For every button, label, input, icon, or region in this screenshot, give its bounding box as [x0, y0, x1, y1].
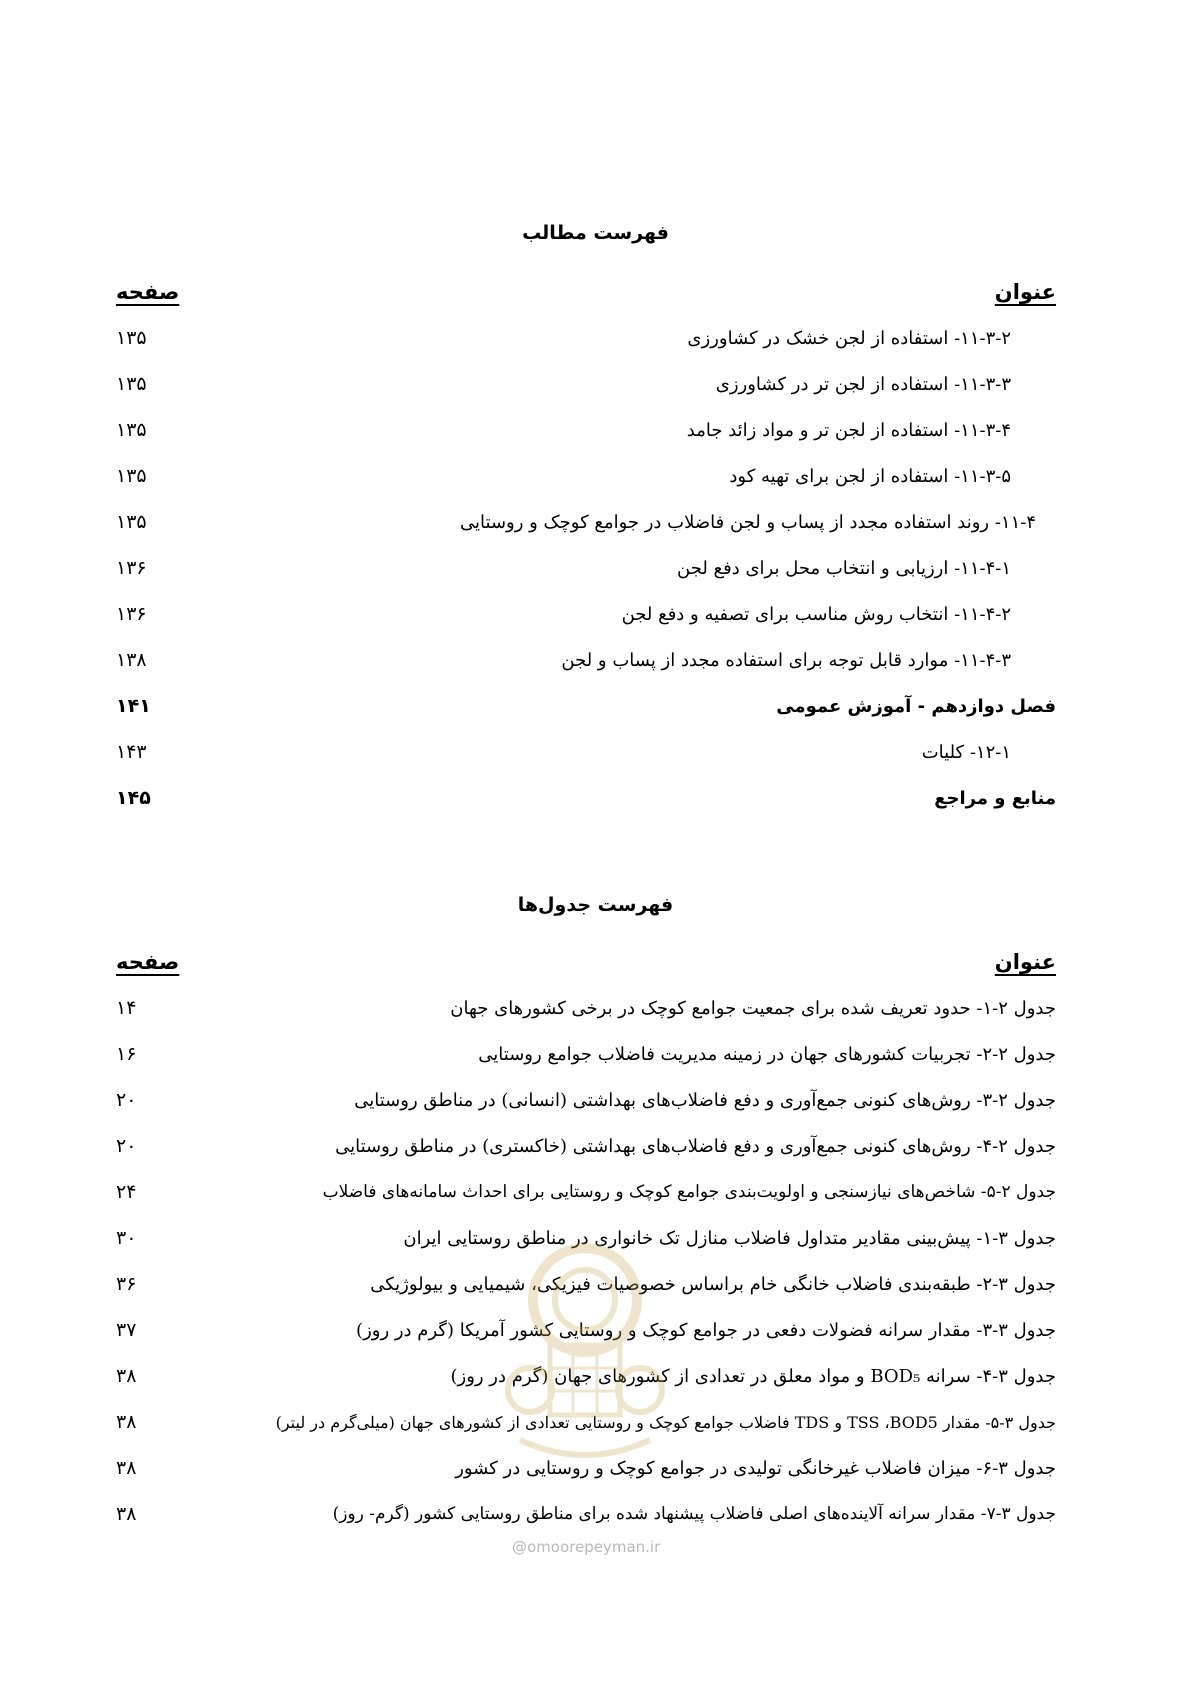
table-entry-title: جدول ۳-۱- پیش‌بینی مقادیر متداول فاضلاب منازل تک خانواری در مناطق روستایی ایران [403, 1227, 1056, 1249]
table-entry-title: جدول ۳-۴- سرانه BOD₅ و مواد معلق در تعدادی از کشورهای جهان (گرم در روز) [450, 1365, 1056, 1387]
table-list-entry[interactable] [116, 1494, 1056, 1534]
toc-entry-title: ۱۱-۳-۵- استفاده از لجن برای تهیه کود [729, 465, 1011, 487]
table-list-entry[interactable] [116, 1126, 1056, 1166]
toc-title-column-header: عنوان [994, 280, 1056, 304]
tables-title-column-header: عنوان [994, 950, 1056, 974]
table-entry-page: ۳۸ [116, 1457, 137, 1479]
toc-entry-title: ۱۱-۴- روند استفاده مجدد از پساب و لجن فاضلاب در جوامع کوچک و روستایی [460, 511, 1036, 533]
table-entry-page: ۱۶ [116, 1043, 137, 1065]
table-entry-page: ۲۴ [116, 1181, 137, 1203]
toc-entry-title: ۱۱-۴-۳- موارد قابل توجه برای استفاده مجدد از پساب و لجن [561, 649, 1011, 671]
toc-entry[interactable] [116, 502, 1056, 542]
toc-entry-page: ۱۳۸ [116, 649, 147, 671]
toc-entry-page: ۱۳۵ [116, 419, 147, 441]
toc-entry-page: ۱۴۱ [116, 695, 151, 717]
table-list-entry[interactable] [116, 1402, 1056, 1442]
toc-entry-page: ۱۴۵ [116, 787, 151, 809]
toc-heading: فهرست مطالب [522, 222, 669, 244]
toc-entry[interactable] [116, 410, 1056, 450]
table-list-entry[interactable] [116, 1448, 1056, 1488]
table-entry-page: ۳۰ [116, 1227, 137, 1249]
toc-entry-title: ۱۱-۳-۴- استفاده از لجن تر و مواد زائد جامد [686, 419, 1011, 441]
toc-page-column-header: صفحه [116, 280, 180, 304]
toc-entry-title: منابع و مراجع [934, 787, 1056, 809]
tables-heading: فهرست جدول‌ها [517, 894, 674, 916]
table-list-entry[interactable] [116, 1356, 1056, 1396]
tables-page-column-header: صفحه [116, 950, 180, 974]
table-entry-page: ۲۰ [116, 1089, 137, 1111]
toc-entry[interactable] [116, 548, 1056, 588]
table-entry-page: ۳۸ [116, 1503, 137, 1525]
table-entry-title: جدول ۳-۷- مقدار سرانه آلاینده‌های اصلی فاضلاب پیشنهاد شده برای مناطق روستایی کشور (گرم- روز) [332, 1504, 1056, 1524]
toc-entry-title: فصل دوازدهم - آموزش عمومی [776, 695, 1056, 717]
table-entry-title: جدول ۳-۵- مقدار TSS ،BOD5 و TDS فاضلاب جوامع کوچک و روستایی تعدادی از کشورهای جهان (میلی‌گرم در لیتر) [275, 1412, 1056, 1432]
toc-chapter-entry[interactable] [116, 778, 1056, 818]
table-list-entry[interactable] [116, 1218, 1056, 1258]
toc-entry-page: ۱۳۵ [116, 327, 147, 349]
table-list-entry[interactable] [116, 988, 1056, 1028]
toc-entry-title: ۱۲-۱- کلیات [921, 741, 1011, 763]
table-entry-title: جدول ۳-۶- میزان فاضلاب غیرخانگی تولیدی در جوامع کوچک و روستایی در کشور [455, 1457, 1056, 1479]
table-entry-page: ۳۸ [116, 1411, 137, 1433]
table-entry-page: ۳۸ [116, 1365, 137, 1387]
table-list-entry[interactable] [116, 1310, 1056, 1350]
table-entry-page: ۱۴ [116, 997, 137, 1019]
toc-entry-page: ۱۳۵ [116, 511, 147, 533]
watermark-site-text: @omoorepeyman.ir [512, 1538, 661, 1556]
toc-entry-page: ۱۳۵ [116, 465, 147, 487]
toc-entry-page: ۱۳۶ [116, 603, 147, 625]
toc-entry[interactable] [116, 732, 1056, 772]
table-entry-page: ۳۷ [116, 1319, 137, 1341]
table-entry-page: ۳۶ [116, 1273, 137, 1295]
table-entry-title: جدول ۳-۳- مقدار سرانه فضولات دفعی در جوامع کوچک و روستایی کشور آمریکا (گرم در روز) [356, 1319, 1056, 1341]
toc-entry[interactable] [116, 456, 1056, 496]
toc-entry[interactable] [116, 640, 1056, 680]
toc-entry[interactable] [116, 364, 1056, 404]
table-list-entry[interactable] [116, 1264, 1056, 1304]
table-list-entry[interactable] [116, 1172, 1056, 1212]
toc-entry-page: ۱۳۶ [116, 557, 147, 579]
table-entry-page: ۲۰ [116, 1135, 137, 1157]
toc-entry-page: ۱۳۵ [116, 373, 147, 395]
toc-entry[interactable] [116, 318, 1056, 358]
toc-entry-title: ۱۱-۴-۱- ارزیابی و انتخاب محل برای دفع لجن [677, 557, 1011, 579]
toc-chapter-entry[interactable] [116, 686, 1056, 726]
table-entry-title: جدول ۲-۴- روش‌های کنونی جمع‌آوری و دفع فاضلاب‌های بهداشتی (خاکستری) در مناطق روستایی [335, 1135, 1056, 1157]
table-entry-title: جدول ۲-۵- شاخص‌های نیازسنجی و اولویت‌بندی جوامع کوچک و روستایی برای احداث سامانه‌های فاضلاب [322, 1182, 1056, 1202]
table-list-entry[interactable] [116, 1080, 1056, 1120]
table-entry-title: جدول ۲-۱- حدود تعریف شده برای جمعیت جوامع کوچک در برخی کشورهای جهان [450, 997, 1056, 1019]
table-list-entry[interactable] [116, 1034, 1056, 1074]
toc-entry-title: ۱۱-۳-۲- استفاده از لجن خشک در کشاورزی [687, 327, 1011, 349]
toc-entry[interactable] [116, 594, 1056, 634]
toc-entry-page: ۱۴۳ [116, 741, 147, 763]
table-entry-title: جدول ۳-۲- طبقه‌بندی فاضلاب خانگی خام براساس خصوصیات فیزیکی، شیمیایی و بیولوژیکی [370, 1273, 1056, 1295]
toc-entry-title: ۱۱-۴-۲- انتخاب روش مناسب برای تصفیه و دفع لجن [621, 603, 1011, 625]
table-entry-title: جدول ۲-۳- روش‌های کنونی جمع‌آوری و دفع فاضلاب‌های بهداشتی (انسانی) در مناطق روستایی [354, 1089, 1056, 1111]
toc-entry-title: ۱۱-۳-۳- استفاده از لجن تر در کشاورزی [715, 373, 1011, 395]
table-entry-title: جدول ۲-۲- تجربیات کشورهای جهان در زمینه مدیریت فاضلاب جوامع روستایی [478, 1043, 1056, 1065]
